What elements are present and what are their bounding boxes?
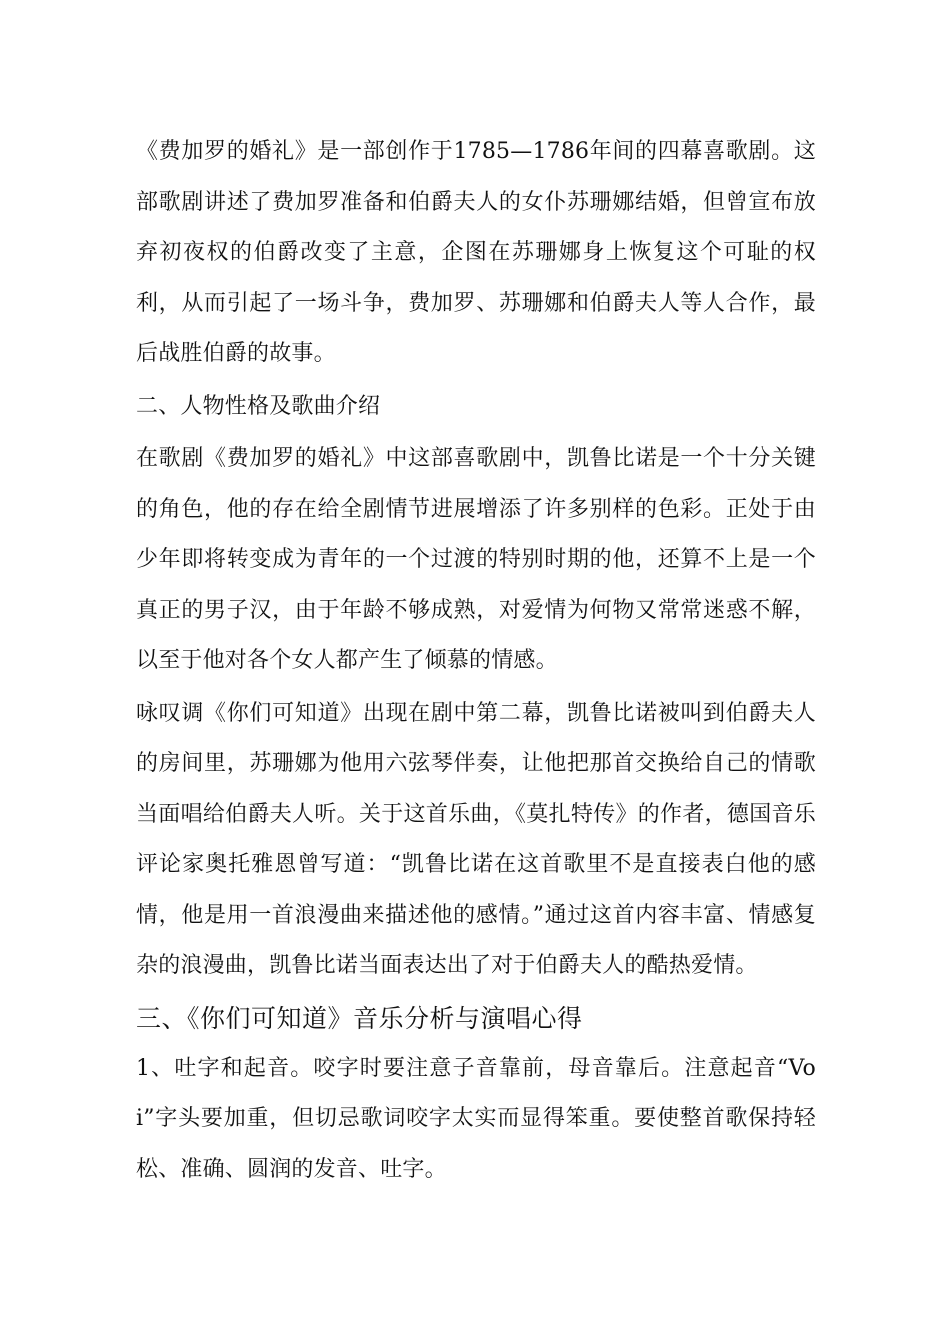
section-3-heading: 三、《你们可知道》音乐分析与演唱心得 [136,1003,583,1033]
section-2-heading: 二、人物性格及歌曲介绍 [136,393,381,419]
aria-paragraph: 咏叹调《你们可知道》出现在剧中第二幕，凯鲁比诺被叫到伯爵夫人的房间里，苏珊娜为他用六弦琴伴奏，让他把那首交换给自己的情歌当面唱给伯爵夫人听。关于这首乐曲，《莫扎特传》的作者，德国音乐评论家奥托雅恩曾写道：“凯鲁比诺在这首歌里不是直接表白他的感情，他是用一首浪漫曲来描述他的感情。”通过这首内容丰富、情感复杂的浪漫曲，凯鲁比诺当面表达出了对于伯爵夫人的酷热爱情。 [136,700,816,978]
document-page [136,127,816,1197]
intro-paragraph: 《费加罗的婚礼》是一部创作于1785—1786年间的四幕喜歌剧。这部歌剧讲述了费加罗准备和伯爵夫人的女仆苏珊娜结婚，但曾宣布放弃初夜权的伯爵改变了主意，企图在苏珊娜身上恢复这个可耻的权利，从而引起了一场斗争，费加罗、苏珊娜和伯爵夫人等人合作，最后战胜伯爵的故事。 [136,139,816,366]
character-paragraph: 在歌剧《费加罗的婚礼》中这部喜歌剧中，凯鲁比诺是一个十分关键的角色，他的存在给全剧情节进展增添了许多别样的色彩。正处于由少年即将转变成为青年的一个过渡的特别时期的他，还算不上是一个真正的男子汉，由于年龄不够成熟，对爱情为何物又常常迷惑不解，以至于他对各个女人都产生了倾慕的情感。 [136,446,816,673]
diction-paragraph: 1、吐字和起音。咬字时要注意子音靠前，母音靠后。注意起音“Voi”字头要加重，但切忌歌词咬字太实而显得笨重。要使整首歌保持轻松、准确、圆润的发音、吐字。 [136,1055,816,1182]
